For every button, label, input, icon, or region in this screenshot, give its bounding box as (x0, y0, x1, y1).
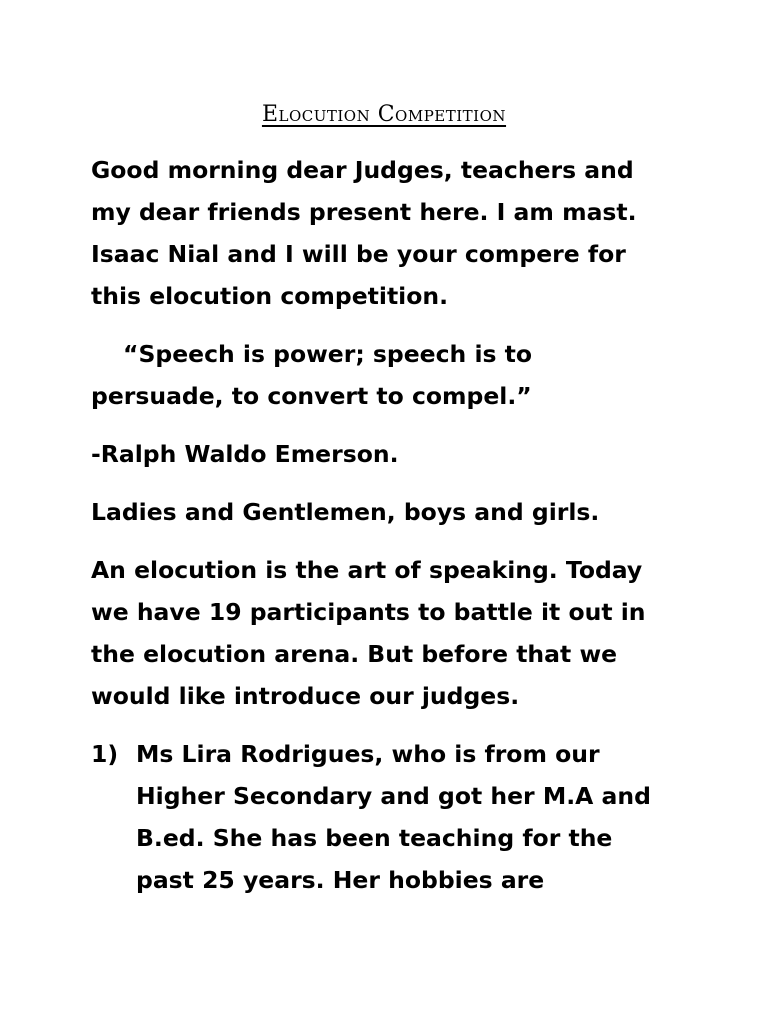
intro-paragraph (91, 149, 691, 317)
list-text-line: Higher Secondary and got her M.A and (136, 782, 651, 810)
quote-paragraph (91, 333, 691, 417)
text-line: we have 19 participants to battle it out in (91, 598, 646, 626)
quote-attribution (91, 433, 691, 475)
list-text-line: Ms Lira Rodrigues, who is from our (136, 740, 600, 768)
text-line: the elocution arena. But before that we (91, 640, 618, 668)
text-line: would like introduce our judges. (91, 682, 520, 710)
text-line: this elocution competition. (91, 282, 449, 310)
text-line: An elocution is the art of speaking. Today (91, 556, 643, 584)
judge-list-item (91, 733, 691, 901)
quote-line: persuade, to convert to compel.” (91, 382, 532, 410)
greeting-line: Ladies and Gentlemen, boys and girls. (91, 498, 600, 526)
quote-line: “Speech is power; speech is to (123, 340, 533, 368)
text-line: Good morning dear Judges, teachers and (91, 156, 634, 184)
greeting-paragraph (91, 491, 691, 533)
document-title: Elocution Competition (261, 102, 507, 127)
document-body (91, 149, 691, 901)
list-text-line: B.ed. She has been teaching for the (136, 824, 613, 852)
text-line: Isaac Nial and I will be your compere for (91, 240, 626, 268)
attribution-line: -Ralph Waldo Emerson. (91, 440, 399, 468)
text-line: my dear friends present here. I am mast. (91, 198, 637, 226)
list-number: 1) (91, 740, 119, 768)
elocution-paragraph (91, 549, 691, 717)
list-text-line: past 25 years. Her hobbies are (136, 866, 545, 894)
